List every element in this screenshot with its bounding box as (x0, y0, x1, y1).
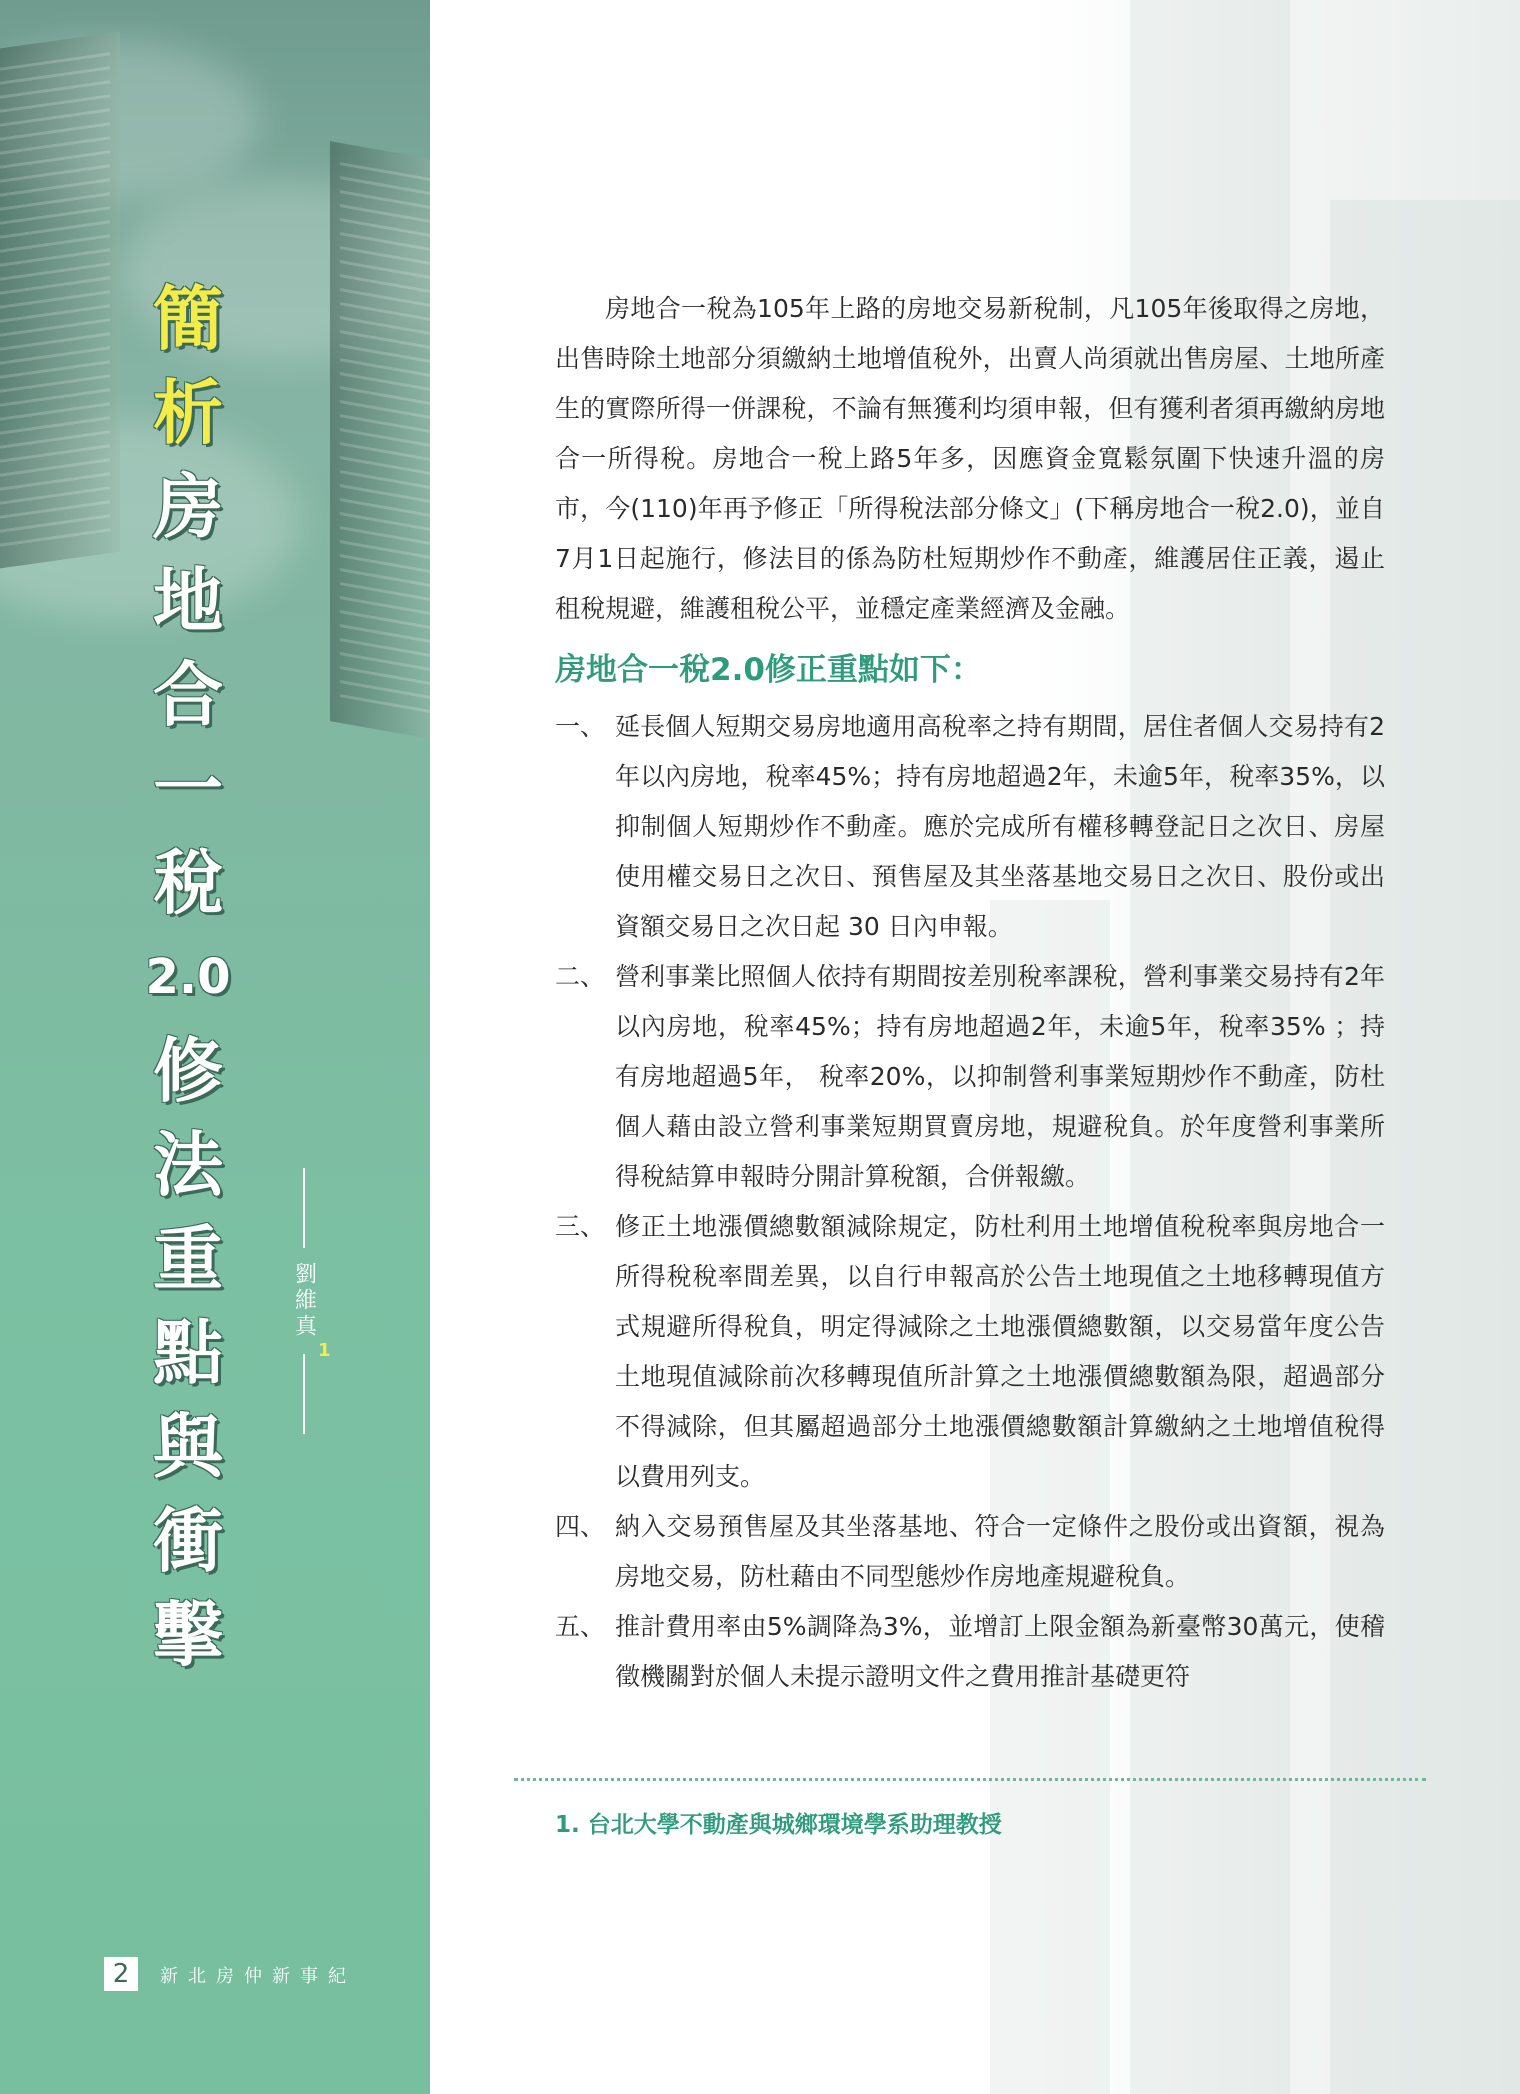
list-item-number: 三、 (555, 1212, 606, 1241)
list-item (555, 702, 1385, 952)
title-char: 點 (153, 1312, 223, 1394)
footnote-divider (514, 1778, 1426, 1781)
title-char: 簡 (153, 278, 223, 360)
list-item-text: 推計費用率由5%調降為3%，並增訂上限金額為新臺幣30萬元，使稽徵機關對於個人未提示證明文件之費用推計基礎更符 (615, 1612, 1385, 1691)
title-char: 法 (153, 1124, 223, 1206)
title-char: 地 (153, 560, 223, 642)
list-item (555, 952, 1385, 1202)
list-item-text: 納入交易預售屋及其坐落基地、符合一定條件之股份或出資額，視為房地交易，防杜藉由不同型態炒作房地產規避稅負。 (615, 1512, 1385, 1591)
intro-paragraph: 房地合一稅為105年上路的房地交易新稅制，凡105年後取得之房地，出售時除土地部分須繳納土地增值稅外，出賣人尚須就出售房屋、土地所產生的實際所得一併課稅，不論有無獲利均須申報，但有獲利者須再繳納房地合一所得稅。房地合一稅上路5年多，因應資金寬鬆氛圍下快速升溫的房市，今(110)年再予修正「所得稅法部分條文」(下稱房地合一稅2.0)，並自7月1日起施行，修法目的係為防杜短期炒作不動產，維護居住正義，遏止租稅規避，維護租稅公平，並穩定產業經濟及金融。 (555, 294, 1385, 623)
title-version: 2.0 (145, 949, 231, 1005)
list-item-text: 營利事業比照個人依持有期間按差別稅率課稅，營利事業交易持有2年以內房地，稅率45%；持有房地超過2年，未逾5年，稅率35% ；持有房地超過5年， 稅率20%，以抑制營利事業短期炒作不動產，防杜個人藉由設立營利事業短期買賣房地，規避稅負。於年度營利事業所得稅結算申報時分開計算稅額，合併報繳。 (615, 962, 1385, 1191)
list-item-number: 五、 (555, 1612, 606, 1641)
title-char: 合 (153, 654, 223, 736)
list-item-text: 修正土地漲價總數額減除規定，防杜利用土地增值稅稅率與房地合一所得稅稅率間差異，以自行申報高於公告土地現值之土地移轉現值方式規避所得稅負，明定得減除之土地漲價總數額，以交易當年度公告土地現值減除前次移轉現值所計算之土地漲價總數額為限，超過部分不得減除，但其屬超過部分土地漲價總數額計算繳納之土地增值稅得以費用列支。 (615, 1212, 1385, 1491)
title-char: 修 (153, 1030, 223, 1112)
title-char: 擊 (153, 1594, 223, 1676)
title-char: 析 (153, 372, 223, 454)
title-char: 房 (153, 466, 223, 548)
title-char: 稅 (153, 842, 223, 924)
side-panel (0, 0, 430, 2094)
magazine-name: 新北房仲新事紀 (160, 1966, 356, 1987)
title-char: 重 (153, 1218, 223, 1300)
author-line-bottom (303, 1354, 305, 1434)
footnote: 1. 台北大學不動產與城鄉環境學系助理教授 (555, 1812, 1002, 1838)
article-body (555, 284, 1385, 1702)
list-item (555, 1202, 1385, 1502)
author-name: 劉維真 (291, 1262, 317, 1340)
section-heading: 房地合一稅2.0修正重點如下： (555, 652, 982, 688)
title-char: 一 (153, 748, 223, 830)
list-item-number: 一、 (555, 712, 606, 741)
list-item (555, 1602, 1385, 1702)
author-byline (284, 1168, 331, 1434)
title-char: 衝 (153, 1500, 223, 1582)
list-item-text: 延長個人短期交易房地適用高稅率之持有期間，居住者個人交易持有2年以內房地，稅率45%；持有房地超過2年，未逾5年，稅率35%，以抑制個人短期炒作不動產。應於完成所有權移轉登記日之次日、房屋使用權交易日之次日、預售屋及其坐落基地交易日之次日、股份或出資額交易日之次日起 30 日內申報。 (615, 712, 1385, 941)
page-number: 2 (104, 1957, 138, 1991)
article-title (145, 272, 231, 1682)
list-item (555, 1502, 1385, 1602)
list-item-number: 二、 (555, 962, 606, 991)
title-char: 與 (153, 1406, 223, 1488)
author-line-top (303, 1168, 305, 1248)
author-footnote-mark: 1 (318, 1340, 331, 1361)
list-item-number: 四、 (555, 1512, 606, 1541)
